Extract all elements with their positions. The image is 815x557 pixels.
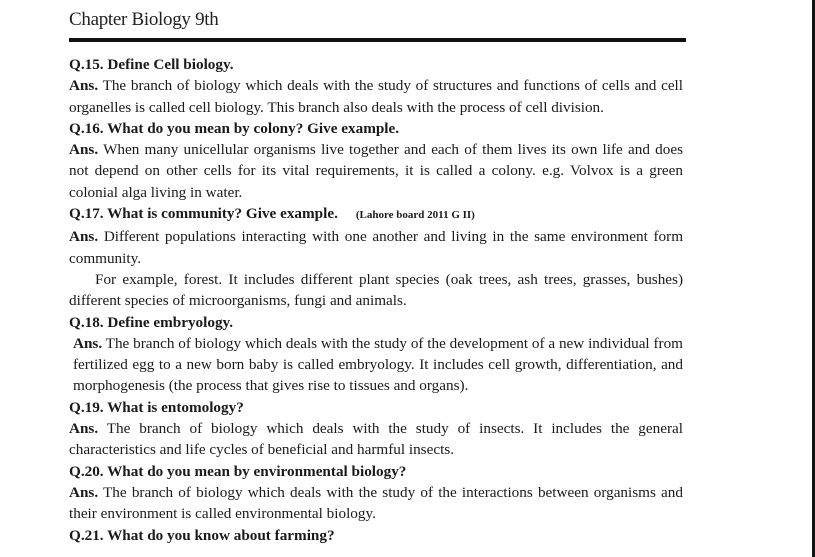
answer-paragraph [69, 139, 683, 203]
answer-text: When many unicellular organisms live together and each of them lives its own life and does not depend on other cells for its vital requirements, it is called a colony. e.g. Volvox is a green colonial alga living in water. [69, 141, 683, 201]
question-heading [69, 118, 683, 139]
answer-text: The branch of biology which deals with the study of insects. It includes the general characteristics and life cycles of beneficial and harmful insects. [69, 420, 683, 459]
answer-text: The branch of biology which deals with the study of the development of a new individual from fertilized egg to a new born baby is called embryology. It includes cell growth, differentiation, and morphogenesis (the process that gives rise to tissues and organs). [73, 334, 683, 395]
question-text: Q.19. What is entomology? [69, 398, 244, 416]
question-text: Q.21. What do you know about farming? [69, 526, 335, 544]
header-rule [69, 38, 686, 42]
question-text: Q.20. What do you mean by environmental biology? [69, 462, 407, 480]
answer-paragraph [69, 226, 683, 269]
answer-label: Ans. [73, 334, 103, 352]
question-heading [69, 397, 683, 418]
answer-text: Different populations interacting with one another and living in the same environment form community. [69, 228, 684, 267]
question-heading [69, 461, 683, 482]
question-text: Q.15. Define Cell biology. [69, 56, 234, 73]
answer-paragraph [69, 418, 683, 461]
question-text: Q.18. Define embryology. [69, 313, 234, 331]
answer-label: Ans. [69, 141, 99, 159]
answer-label: Ans. [69, 228, 99, 246]
question-heading [69, 312, 683, 333]
answer-example-paragraph: For example, forest. It includes different plant species (oak trees, ash trees, grasses, bushes) different species of microorganisms, fungi and animals. [69, 270, 683, 310]
question-heading [69, 54, 683, 75]
answer-label: Ans. [69, 483, 99, 501]
question-text: Q.16. What do you mean by colony? Give example. [69, 119, 400, 137]
question-heading [69, 525, 683, 546]
question-heading [69, 203, 683, 226]
question-answer-list [69, 54, 683, 546]
question-text: Q.17. What is community? Give example. [69, 205, 338, 223]
answer-paragraph [69, 75, 683, 118]
answer-text: The branch of biology which deals with the study of structures and functions of cells and cell organelles is called cell biology. This branch also deals with the process of cell division. [69, 77, 683, 116]
answer-text: The branch of biology which deals with the study of the interactions between organisms and their environment is called environmental biology. [69, 483, 683, 523]
running-header: Chapter Biology 9th [69, 9, 219, 30]
answer-label: Ans. [69, 420, 99, 438]
answer-paragraph [69, 333, 683, 397]
answer-paragraph [69, 482, 683, 525]
answer-label: Ans. [69, 77, 99, 95]
board-reference-note: (Lahore board 2011 G II) [355, 209, 475, 222]
